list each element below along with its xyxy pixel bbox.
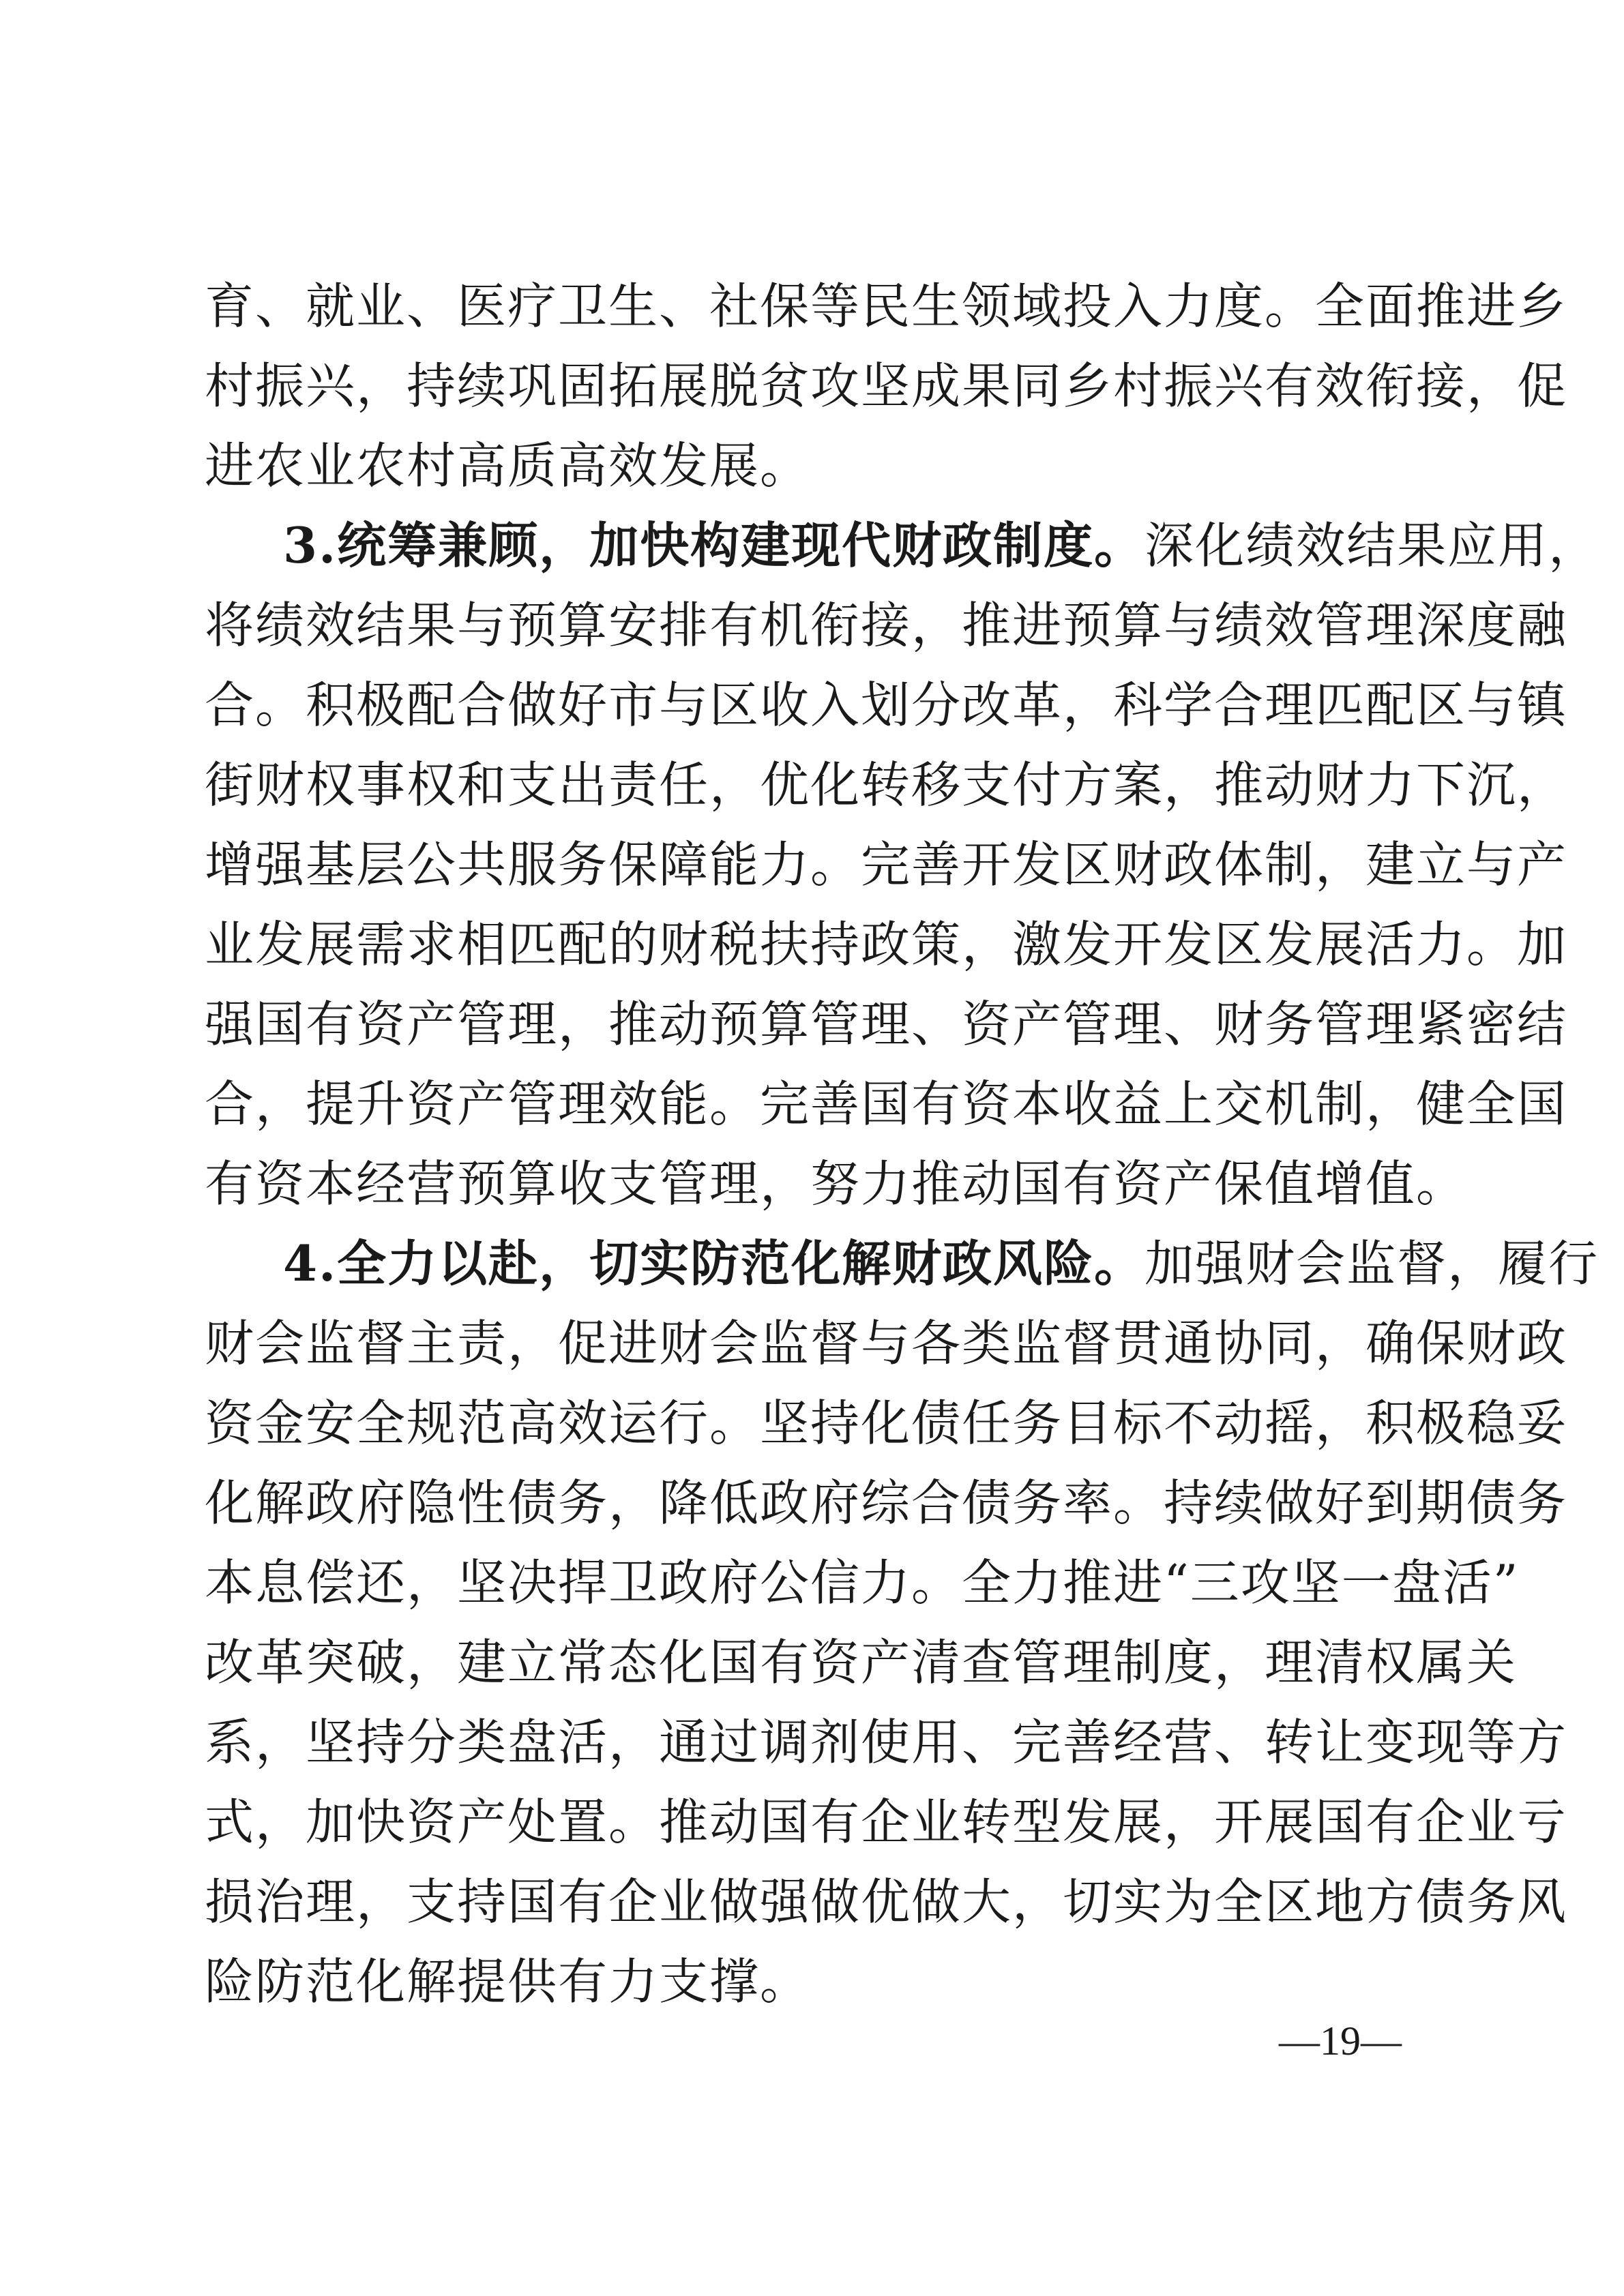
section-4-line-10: 险防范化解提供有力支撑。 — [205, 1953, 811, 2010]
section-4-first-line-rest: 加强财会监督，履行 — [1145, 1235, 1599, 1292]
section-3-line-5: 增强基层公共服务保障能力。完善开发区财政体制，建立与产 — [205, 836, 1568, 893]
section-4-line-5: 本息偿还，坚决捍卫政府公信力。全力推进“三攻坚一盘活” — [205, 1554, 1520, 1611]
section-4-line-7: 系，坚持分类盘活，通过调剂使用、完善经营、转让变现等方 — [205, 1714, 1568, 1771]
section-3-line-2: 将绩效结果与预算安排有机衔接，推进预算与绩效管理深度融 — [205, 597, 1568, 654]
section-4-line-6: 改革突破，建立常态化国有资产清查管理制度，理清权属关 — [205, 1634, 1518, 1691]
section-3-first-line-rest: 深化绩效结果应用， — [1145, 517, 1599, 574]
paragraph-1-line-2: 村振兴，持续巩固拓展脱贫攻坚成果同乡村振兴有效衔接，促 — [205, 357, 1568, 415]
page-number: —19— — [1279, 2018, 1402, 2063]
section-3-line-6: 业发展需求相匹配的财税扶持政策，激发开发区发展活力。加 — [205, 916, 1568, 973]
section-4-line-9: 损治理，支持国有企业做强做优做大，切实为全区地方债务风 — [205, 1873, 1568, 1930]
section-4-first-line — [283, 1234, 1599, 1294]
section-3-first-line — [283, 516, 1599, 576]
section-3-line-7: 强国有资产管理，推动预算管理、资产管理、财务管理紧密结 — [205, 996, 1568, 1053]
paragraph-1-line-3: 进农业农村高质高效发展。 — [205, 437, 811, 494]
section-4-heading: 4.全力以赴，切实防范化解财政风险。 — [283, 1234, 1145, 1292]
section-4-line-4: 化解政府隐性债务，降低政府综合债务率。持续做好到期债务 — [205, 1474, 1568, 1532]
section-4-line-8: 式，加快资产处置。推动国有企业转型发展，开展国有企业亏 — [205, 1793, 1568, 1851]
section-4-line-2: 财会监督主责，促进财会监督与各类监督贯通协同，确保财政 — [205, 1315, 1568, 1372]
section-3-line-3: 合。积极配合做好市与区收入划分改革，科学合理匹配区与镇 — [205, 676, 1568, 734]
section-3-heading: 3.统筹兼顾，加快构建现代财政制度。 — [283, 516, 1145, 574]
section-4-line-3: 资金安全规范高效运行。坚持化债任务目标不动摇，积极稳妥 — [205, 1395, 1568, 1452]
section-3-line-4: 街财权事权和支出责任，优化转移支付方案，推动财力下沉， — [205, 756, 1568, 814]
section-3-line-8: 合，提升资产管理效能。完善国有资本收益上交机制，健全国 — [205, 1075, 1568, 1133]
paragraph-1-line-1: 育、就业、医疗卫生、社保等民生领域投入力度。全面推进乡 — [205, 278, 1568, 335]
section-3-line-9: 有资本经营预算收支管理，努力推动国有资产保值增值。 — [205, 1155, 1467, 1212]
